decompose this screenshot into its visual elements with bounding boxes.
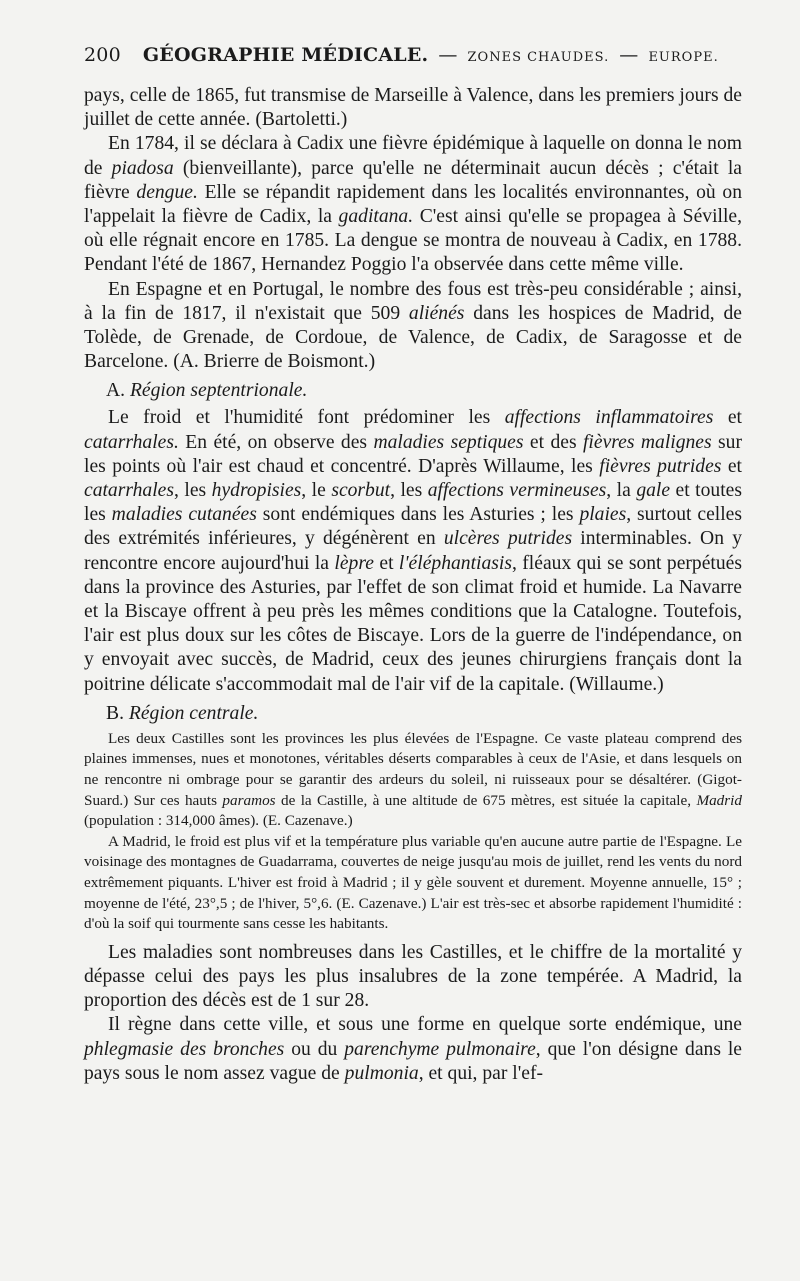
text: (bienveillante), parce qu'elle ne déterminait aucun décès ; c'était la fièvre: [84, 157, 742, 203]
text: , et qui, par l'ef-: [418, 1062, 543, 1084]
text: Les maladies sont nombreuses dans les Castilles, et le chiffre de la mortalité y dépasse celui des pays les plus insalubres de la zone tempérée. A Madrid, la proportion des décès est de 1 sur 28.: [84, 941, 742, 1012]
italic-term: lèpre: [334, 552, 374, 574]
paragraph-alienes: [84, 278, 742, 375]
italic-term: l'éléphantiasis: [398, 552, 512, 574]
text: Le froid et l'humidité font prédominer les: [108, 407, 505, 429]
text: Les deux Castilles sont les provinces les plus élevées de l'Espagne. Ce vaste plateau comprend des plaines immenses, nues et monotones, véritables déserts comparables à ceux de l'Asie, et dans lesquels on ne rencontre ni ombrage pour se garantir des ardeurs du soleil, ni ruisseaux pour se désaltérer. (Gigot-Suard.) Sur ces hauts: [84, 729, 742, 809]
italic-term: fièvres putrides: [599, 455, 722, 477]
text: , surtout celles des extrémités inférieures, y dégénèrent en: [84, 504, 742, 550]
text: Il règne dans cette ville, et sous une forme en quelque sorte endémique, une: [108, 1014, 742, 1036]
text: ou du: [284, 1038, 345, 1060]
running-header: [84, 44, 742, 78]
page-number: 200: [84, 44, 121, 66]
section-heading-b: [106, 701, 742, 727]
text: pays, celle de 1865, fut transmise de Marseille à Valence, dans les premiers jours de juillet de cette année. (Bartoletti.): [84, 85, 742, 131]
text: , fléaux qui se sont perpétués dans la province des Asturies, par l'effet de son climat froid et humide. La Navarre et la Biscaye offrent à peu près les mêmes conditions que la Catalogne. Toutefois, l'air est plus doux sur les côtes de Biscaye. Lors de la guerre de l'indépendance, on y envoyait avec succès, de Madrid, ceux des jeunes chirurgiens français dont la poitrine délicate s'accommodait mal de l'air vif de la capitale. (Willaume.): [84, 552, 742, 695]
italic-term: Madrid: [696, 791, 742, 809]
header-region: EUROPE.: [648, 50, 719, 65]
text: interminables. On y rencontre encore aujourd'hui la: [84, 528, 742, 574]
italic-term: pulmonia: [344, 1062, 419, 1084]
italic-term: paramos: [222, 791, 276, 809]
italic-term: catarrhales: [84, 480, 174, 502]
page-body: [84, 84, 742, 1086]
text: (population : 314,000 âmes). (E. Cazenave.): [84, 812, 353, 830]
text: , la: [606, 480, 637, 502]
text: En été, on observe des: [178, 431, 374, 453]
header-dash: —: [438, 44, 458, 66]
italic-term: piadosa: [111, 157, 174, 179]
text: et: [721, 455, 742, 477]
section-letter: A.: [106, 380, 126, 402]
italic-term: hydropisies: [211, 480, 302, 502]
small-paragraph-castilles: [84, 729, 742, 832]
italic-term: gale: [636, 480, 671, 502]
paragraph-froid-humidite: [84, 406, 742, 696]
small-paragraph-madrid-climate: [84, 832, 742, 935]
italic-term: aliénés: [408, 302, 465, 324]
italic-term: scorbut: [331, 480, 391, 502]
text: dans les hospices de Madrid, de Tolède, de Grenade, de Cordoue, de Valence, de Cadix, de Saragosse et de Barcelone. (A. Brierre de Boismont.): [84, 302, 742, 373]
header-section: ZONES CHAUDES.: [467, 50, 610, 65]
text: sur les points où l'air est chaud et concentré. D'après Willaume, les: [84, 431, 742, 477]
text: , les: [174, 480, 212, 502]
paragraph-continuation: [84, 84, 742, 132]
text: et des: [523, 431, 583, 453]
italic-term: affections vermineuses: [427, 480, 607, 502]
text: Elle se répandit rapidement dans les localités environnantes, où on l'appelait la fièvre de Cadix, la: [84, 181, 742, 228]
text: de la Castille, à une altitude de 675 mètres, est située la capitale,: [275, 791, 697, 809]
italic-term: phlegmasie des bronches: [84, 1038, 285, 1060]
italic-term: ulcères putrides: [443, 528, 573, 550]
text: En 1784, il se déclara à Cadix une fièvre épidémique à laquelle on donna le nom de: [84, 133, 742, 179]
text: En Espagne et en Portugal, le nombre des fous est très-peu considérable ; ainsi, à la fin de 1817, il n'existait que 509: [84, 278, 742, 324]
italic-term: catarrhales.: [84, 431, 179, 453]
section-title: Région septentrionale.: [129, 380, 308, 402]
section-heading-a: [106, 378, 742, 404]
text: et: [373, 552, 399, 574]
italic-term: gaditana.: [338, 206, 414, 228]
paragraph-phlegmasie: [84, 1013, 742, 1086]
text: C'est ainsi qu'elle se propagea à Séville, où elle régnait encore en 1785. La dengue se montra de nouveau à Cadix, en 1788. Pendant l'été de 1867, Hernandez Poggio l'a observée dans cette même ville.: [84, 206, 742, 276]
section-title: Région centrale.: [128, 702, 259, 724]
paragraph-cadix-fever: [84, 132, 742, 277]
text: , le: [301, 480, 332, 502]
text: et toutes les: [84, 480, 742, 526]
header-title: GÉOGRAPHIE MÉDICALE.: [142, 44, 429, 66]
italic-term: maladies septiques: [373, 431, 524, 453]
text: , les: [390, 480, 428, 502]
italic-term: affections inflammatoires: [504, 407, 714, 429]
italic-term: dengue.: [136, 181, 198, 203]
italic-term: parenchyme pulmonaire: [344, 1038, 536, 1060]
text: A Madrid, le froid est plus vif et la température plus variable qu'en aucune autre partie de l'Espagne. Le voisinage des montagnes de Guadarrama, couvertes de neige jusqu'au mois de juillet, rend les vents du nord extrêmement piquants. L'hiver est froid à Madrid ; il y gèle souvent et durement. Moyenne annuelle, 15° ; moyenne de l'été, 23°,5 ; de l'hiver, 5°,6. (E. Cazenave.) L'air est très-sec et absorbe rapidement l'humidité : d'où la soif qui tourmente sans cesse les habitants.: [84, 832, 742, 933]
italic-term: plaies: [579, 504, 627, 526]
text: , que l'on désigne dans le pays sous le nom assez vague de: [84, 1038, 742, 1084]
paragraph-mortalite: [84, 941, 742, 1014]
header-dash: —: [619, 44, 639, 66]
italic-term: maladies cutanées: [111, 504, 257, 526]
text: et: [713, 407, 742, 429]
text: sont endémiques dans les Asturies ; les: [256, 504, 580, 526]
section-letter: B.: [106, 702, 124, 724]
italic-term: fièvres malignes: [582, 431, 712, 453]
